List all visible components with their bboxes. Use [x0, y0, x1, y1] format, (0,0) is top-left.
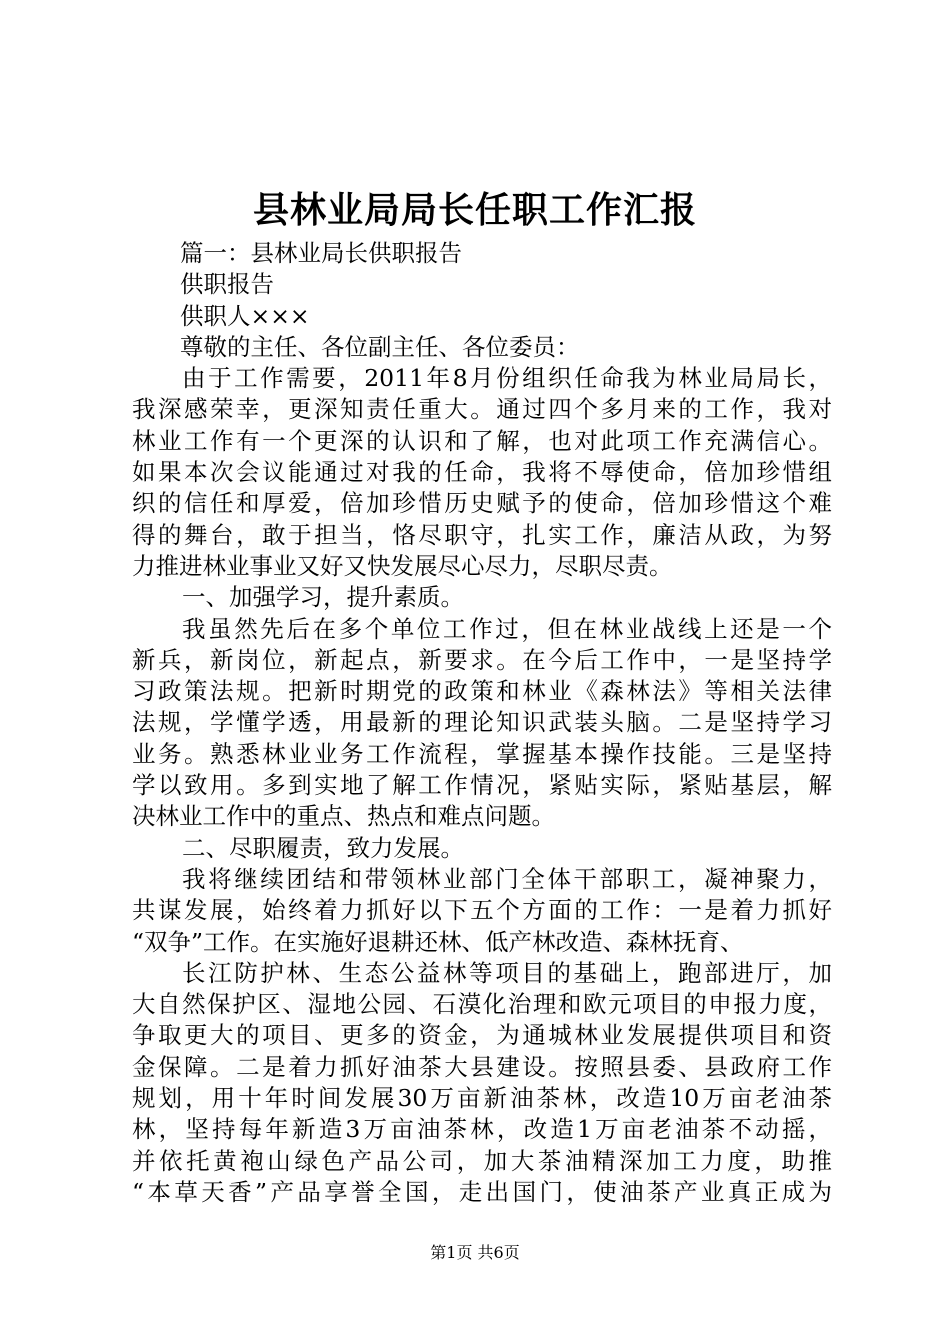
text-line: “本草天香”产品享誉全国，走出国门，使油茶产业真正成为: [132, 1177, 832, 1206]
text-line: 业务。熟悉林业业务工作流程，掌握基本操作技能。三是坚持: [132, 739, 832, 768]
text-line: 一、加强学习，提升素质。: [182, 583, 464, 612]
text-line: 长江防护林、生态公益林等项目的基础上，跑部进厅，加: [182, 958, 832, 987]
text-line: 供职报告: [180, 270, 274, 299]
text-line: “双争”工作。在实施好退耕还林、低产林改造、森林抚育、: [132, 927, 744, 956]
text-line: 共谋发展，始终着力抓好以下五个方面的工作：一是着力抓好: [132, 896, 832, 925]
page-footer: 第1页 共6页: [430, 1243, 520, 1262]
text-line: 争取更大的项目、更多的资金，为通城林业发展提供项目和资: [132, 1021, 832, 1050]
text-line: 由于工作需要，2011年8月份组织任命我为林业局局长，: [182, 364, 832, 393]
text-line: 林，坚持每年新造3万亩油茶林，改造1万亩老油茶不动摇，: [132, 1115, 832, 1144]
text-line: 尊敬的主任、各位副主任、各位委员：: [180, 332, 580, 361]
text-line: 如果本次会议能通过对我的任命，我将不辱使命，倍加珍惜组: [132, 458, 832, 487]
document-body: [132, 238, 832, 1208]
text-line: 我深感荣幸，更深知责任重大。通过四个多月来的工作，我对: [132, 395, 832, 424]
text-line: 力推进林业事业又好又快发展尽心尽力，尽职尽责。: [132, 551, 673, 580]
text-line: 规划，用十年时间发展30万亩新油茶林，改造10万亩老油茶: [132, 1084, 832, 1113]
text-line: 金保障。二是着力抓好油茶大县建设。按照县委、县政府工作: [132, 1052, 832, 1081]
text-line: 法规，学懂学透，用最新的理论知识武装头脑。二是坚持学习: [132, 708, 832, 737]
text-line: 习政策法规。把新时期党的政策和林业《森林法》等相关法律: [132, 677, 832, 706]
text-line: 新兵，新岗位，新起点，新要求。在今后工作中，一是坚持学: [132, 645, 832, 674]
text-line: 篇一：县林业局长供职报告: [180, 239, 462, 267]
text-line: 供职人×××: [180, 301, 310, 330]
text-line: 我将继续团结和带领林业部门全体干部职工，凝神聚力，: [182, 864, 832, 893]
text-line: 二、尽职履责，致力发展。: [182, 833, 464, 862]
text-line: 林业工作有一个更深的认识和了解，也对此项工作充满信心。: [132, 426, 832, 455]
document-title: 县林业局局长任职工作汇报: [252, 189, 697, 231]
text-line: 我虽然先后在多个单位工作过，但在林业战线上还是一个: [182, 614, 832, 643]
text-line: 织的信任和厚爱，倍加珍惜历史赋予的使命，倍加珍惜这个难: [132, 489, 832, 518]
text-line: 学以致用。多到实地了解工作情况，紧贴实际，紧贴基层，解: [132, 771, 832, 800]
text-line: 决林业工作中的重点、热点和难点问题。: [132, 802, 555, 831]
text-line: 得的舞台，敢于担当，恪尽职守，扎实工作，廉洁从政，为努: [132, 520, 832, 549]
text-line: 并依托黄袍山绿色产品公司，加大茶油精深加工力度，助推: [132, 1146, 832, 1175]
text-line: 大自然保护区、湿地公园、石漠化治理和欧元项目的申报力度，: [132, 990, 832, 1019]
